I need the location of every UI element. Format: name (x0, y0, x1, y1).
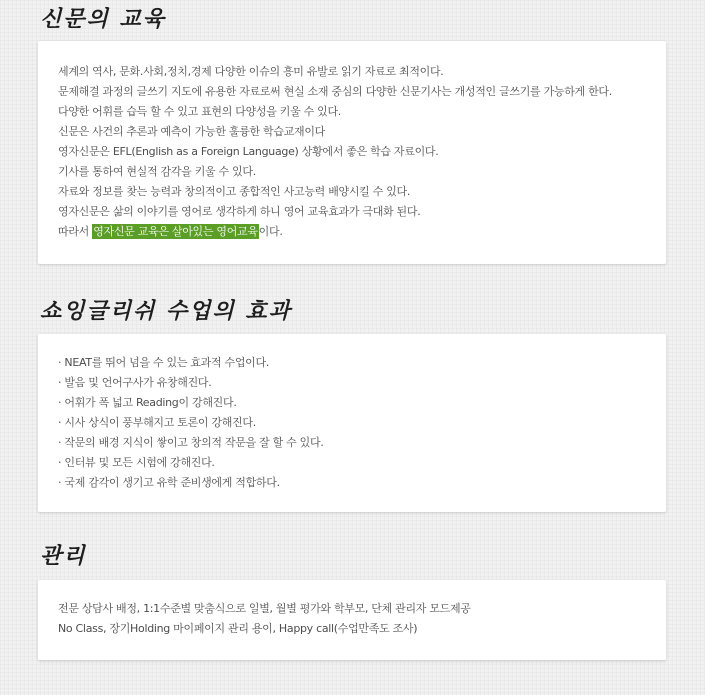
list-item: · 국제 감각이 생기고 유학 준비생에게 적합하다. (58, 476, 280, 489)
newspaper-education-card (38, 41, 666, 264)
list-item-conclusion (58, 222, 666, 242)
section-title-newspaper-education: 신문의 교육 (40, 7, 166, 32)
list-item: · 발음 및 언어구사가 유창해진다. (58, 376, 212, 389)
list-item: No Class, 장기Holding 마이페이지 관리 용이, Happy call(수업만족도 조사) (58, 622, 418, 635)
list-item: 영자신문은 삶의 이야기를 영어로 생각하게 하니 영어 교육효과가 극대화 된다. (58, 205, 421, 218)
section-title-showenglish-effects: 쇼잉글리쉬 수업의 효과 (40, 299, 292, 324)
list-item: 문제해결 과정의 글쓰기 지도에 유용한 자료로써 현실 소재 중심의 다양한 신문기사는 개성적인 글쓰기를 가능하게 한다. (58, 85, 612, 98)
list-item: 영자신문은 EFL(English as a Foreign Language) 상황에서 좋은 학습 자료이다. (58, 145, 439, 158)
list-item: · 어휘가 폭 넓고 Reading이 강해진다. (58, 396, 237, 409)
list-item: 기사를 통하여 현실적 감각을 키울 수 있다. (58, 165, 256, 178)
list-item: 세계의 역사, 문화.사회,정치,경제 다양한 이슈의 흥미 유발로 읽기 자료로 최적이다. (58, 65, 444, 78)
section-title-management: 관리 (40, 544, 87, 569)
list-item: · NEAT를 뛰어 넘을 수 있는 효과적 수업이다. (58, 356, 270, 369)
conclusion-prefix: 따라서 (58, 225, 93, 238)
management-card (38, 580, 666, 660)
list-item: 전문 상담사 배정, 1:1수준별 맞춤식으로 일별, 월별 평가와 학부모, 단체 관리자 모드제공 (58, 602, 471, 615)
highlighted-phrase: 영자신문 교육은 살아있는 영어교육 (93, 225, 258, 238)
list-item: 신문은 사건의 추론과 예측이 가능한 훌륭한 학습교재이다 (58, 125, 326, 138)
list-item: · 작문의 배경 지식이 쌓이고 창의적 작문을 잘 할 수 있다. (58, 436, 324, 449)
conclusion-suffix: 이다. (258, 225, 283, 238)
list-item: 다양한 어휘를 습득 할 수 있고 표현의 다양성을 키울 수 있다. (58, 105, 341, 118)
list-item: · 인터뷰 및 모든 시험에 강해진다. (58, 456, 215, 469)
list-item: 자료와 정보를 찾는 능력과 창의적이고 종합적인 사고능력 배양시킬 수 있다. (58, 185, 411, 198)
list-item: · 시사 상식이 풍부해지고 토론이 강해진다. (58, 416, 256, 429)
showenglish-effects-card (38, 334, 666, 512)
